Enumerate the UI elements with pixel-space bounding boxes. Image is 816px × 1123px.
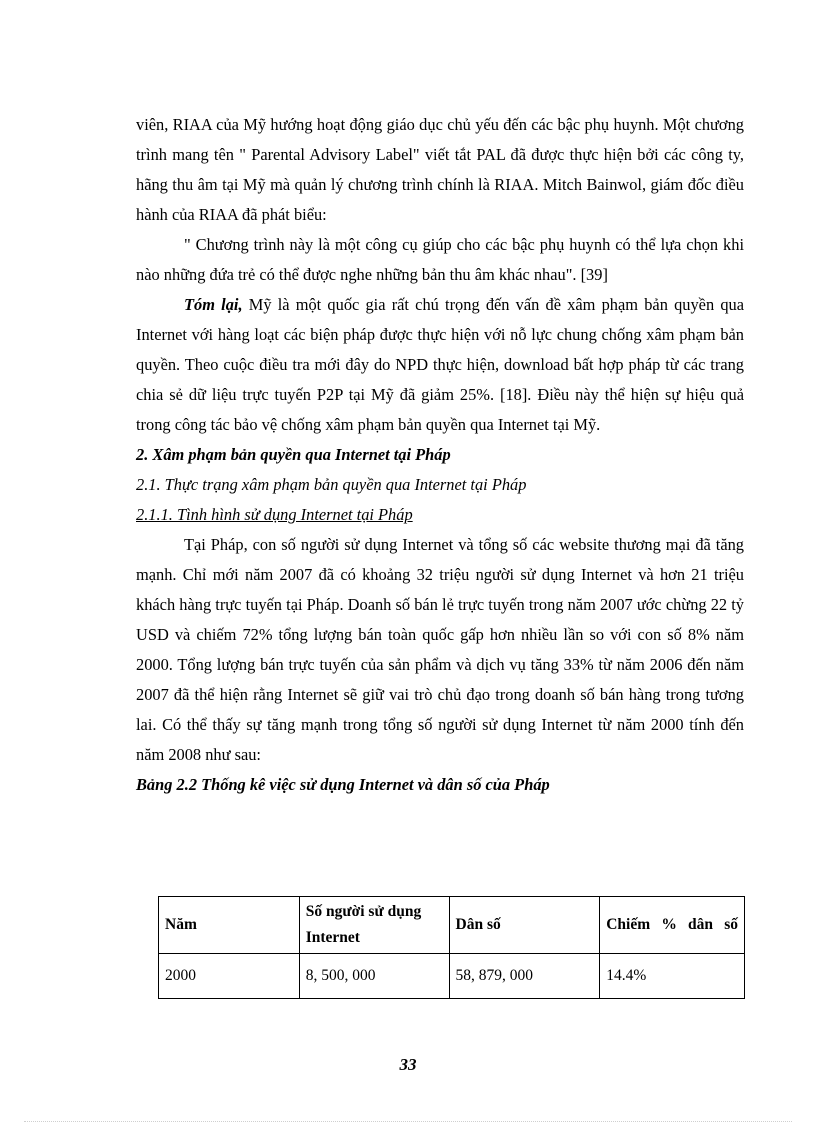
- summary-lead: Tóm lại,: [184, 295, 243, 314]
- table-header-row: [159, 897, 745, 954]
- paragraph-quote: " Chương trình này là một công cụ giúp cho các bậc phụ huynh có thể lựa chọn khi nào những đứa trẻ có thể được nghe những bản thu âm khác nhau". [39]: [136, 235, 744, 284]
- subsection-heading: 2.1. Thực trạng xâm phạm bản quyền qua Internet tại Pháp: [136, 475, 527, 494]
- section-heading: 2. Xâm phạm bản quyền qua Internet tại Pháp: [136, 445, 451, 464]
- cell-users: 8, 500, 000: [299, 954, 449, 999]
- table-row: [159, 954, 745, 999]
- body-text: [136, 110, 744, 800]
- summary-text: Mỹ là một quốc gia rất chú trọng đến vấn đề xâm phạm bản quyền qua Internet với hàng loạt các biện pháp được thực hiện với nỗ lực chung chống xâm phạm bản quyền. Theo cuộc điều tra mới đây do NPD thực hiện, download bất hợp pháp từ các trang chia sẻ dữ liệu trực tuyến P2P tại Mỹ đã giảm 25%. [18]. Điều này thể hiện sự hiệu quả trong công tác bảo vệ chống xâm phạm bản quyền qua Internet tại Mỹ.: [136, 295, 744, 434]
- paragraph-internet-france: Tại Pháp, con số người sử dụng Internet và tổng số các website thương mại đã tăng mạnh. Chỉ mới năm 2007 đã có khoảng 32 triệu người sử dụng Internet và hơn 21 triệu khách hàng trực tuyến tại Pháp. Doanh số bán lẻ trực tuyến trong năm 2007 ước chừng 22 tỷ USD và chiếm 72% tổng lượng bán toàn quốc gấp hơn nhiều lần so với con số 8% năm 2000. Tổng lượng bán trực tuyến của sản phẩm và dịch vụ tăng 33% từ năm 2006 đến năm 2007 đã thể hiện rằng Internet sẽ giữ vai trò chủ đạo trong doanh số bán hàng trong tương lai. Có thể thấy sự tăng mạnh trong tổng số người sử dụng Internet từ năm 2000 tính đến năm 2008 như sau:: [136, 535, 744, 764]
- table-caption: Bảng 2.2 Thống kê việc sử dụng Internet và dân số của Pháp: [136, 775, 550, 794]
- cell-year: 2000: [159, 954, 300, 999]
- header-users: Số người sử dụng Internet: [299, 897, 449, 954]
- cell-percent: 14.4%: [600, 954, 745, 999]
- header-population: Dân số: [449, 897, 600, 954]
- footer-divider: [24, 1121, 792, 1122]
- stats-table: [158, 896, 745, 999]
- cell-population: 58, 879, 000: [449, 954, 600, 999]
- header-percent: Chiếm % dân số: [600, 897, 745, 954]
- paragraph-summary: [136, 290, 744, 440]
- subsubsection-heading: 2.1.1. Tình hình sử dụng Internet tại Pháp: [136, 505, 413, 524]
- header-year: Năm: [159, 897, 300, 954]
- paragraph-riaa: viên, RIAA của Mỹ hướng hoạt động giáo dục chủ yếu đến các bậc phụ huynh. Một chương trình mang tên " Parental Advisory Label" viết tắt PAL đã được thực hiện bởi các công ty, hãng thu âm tại Mỹ mà quản lý chương trình chính là RIAA. Mitch Bainwol, giám đốc điều hành của RIAA đã phát biểu:: [136, 115, 744, 224]
- page-number: 33: [399, 1055, 417, 1074]
